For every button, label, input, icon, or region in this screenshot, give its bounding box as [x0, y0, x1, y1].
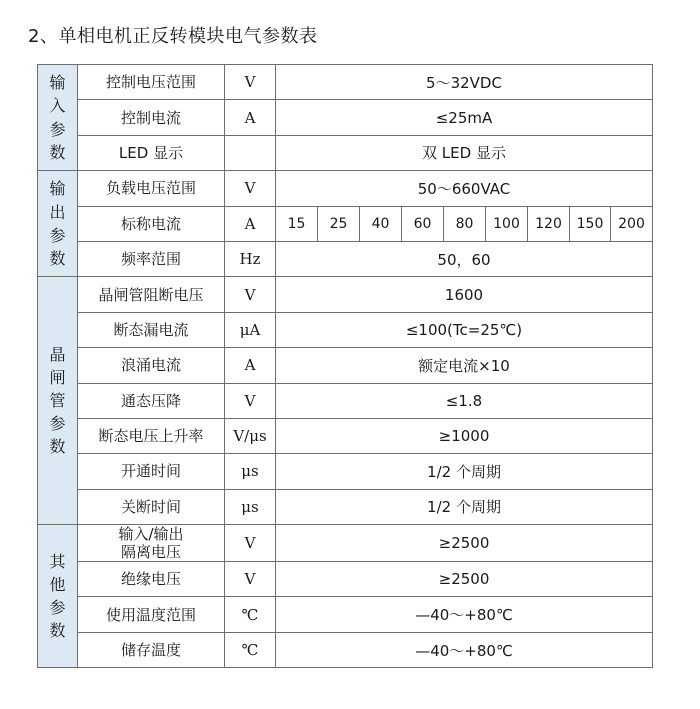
- table-row: [38, 454, 653, 489]
- param-name: 控制电流: [78, 100, 225, 135]
- param-value: 50，60: [276, 241, 653, 276]
- param-name: 使用温度范围: [78, 597, 225, 632]
- current-rating-cell: 150: [570, 206, 611, 241]
- param-name: 浪涌电流: [78, 348, 225, 383]
- current-rating-cell: 120: [528, 206, 570, 241]
- param-value: 1/2 个周期: [276, 489, 653, 524]
- table-row: [38, 348, 653, 383]
- current-rating-cell: 60: [402, 206, 444, 241]
- param-value: —40～+80℃: [276, 632, 653, 667]
- table-row: [38, 65, 653, 100]
- table-row: [38, 383, 653, 418]
- param-name: 储存温度: [78, 632, 225, 667]
- param-unit: A: [225, 100, 276, 135]
- param-name: 频率范围: [78, 241, 225, 276]
- table-row: [38, 562, 653, 597]
- param-value: 5～32VDC: [276, 65, 653, 100]
- param-unit: ℃: [225, 632, 276, 667]
- current-rating-cell: 15: [276, 206, 318, 241]
- param-name: 断态漏电流: [78, 312, 225, 347]
- current-rating-cell: 25: [318, 206, 360, 241]
- param-unit: μA: [225, 312, 276, 347]
- current-rating-cell: 100: [486, 206, 528, 241]
- param-unit: V: [225, 562, 276, 597]
- param-value: ≥1000: [276, 418, 653, 453]
- group-input: 输入参数: [38, 65, 78, 171]
- param-unit: V: [225, 277, 276, 312]
- table-row: [38, 418, 653, 453]
- table-row: [38, 597, 653, 632]
- group-other: 其他参数: [38, 525, 78, 668]
- group-output: 输出参数: [38, 171, 78, 277]
- current-rating-cell: 200: [611, 206, 653, 241]
- param-name: [78, 525, 225, 562]
- table-row: [38, 241, 653, 276]
- table-row: [38, 135, 653, 170]
- param-value: —40～+80℃: [276, 597, 653, 632]
- parameter-table: [37, 64, 653, 668]
- param-value: ≤25mA: [276, 100, 653, 135]
- param-unit: ℃: [225, 597, 276, 632]
- table-row: [38, 632, 653, 667]
- table-row: [38, 525, 653, 562]
- group-thyristor: 晶闸管参数: [38, 277, 78, 525]
- page-title: 2、单相电机正反转模块电气参数表: [28, 26, 318, 47]
- param-unit: Hz: [225, 241, 276, 276]
- table-row: [38, 206, 653, 241]
- param-name: 标称电流: [78, 206, 225, 241]
- param-name: 绝缘电压: [78, 562, 225, 597]
- param-unit: μs: [225, 454, 276, 489]
- param-unit: A: [225, 348, 276, 383]
- param-value: ≤1.8: [276, 383, 653, 418]
- param-value: ≤100(Tc=25℃): [276, 312, 653, 347]
- table-row: [38, 171, 653, 206]
- param-value: 额定电流×10: [276, 348, 653, 383]
- param-unit: V: [225, 65, 276, 100]
- param-value: ≥2500: [276, 562, 653, 597]
- param-name-line1: 输入/输出: [118, 525, 184, 544]
- table-row: [38, 489, 653, 524]
- param-unit: V: [225, 171, 276, 206]
- param-name-line2: 隔离电压: [120, 543, 181, 562]
- param-unit: A: [225, 206, 276, 241]
- param-value: ≥2500: [276, 525, 653, 562]
- current-rating-cell: 80: [444, 206, 486, 241]
- table-row: [38, 312, 653, 347]
- param-name: 开通时间: [78, 454, 225, 489]
- param-name: 负载电压范围: [78, 171, 225, 206]
- param-name: 关断时间: [78, 489, 225, 524]
- param-unit: V/μs: [225, 418, 276, 453]
- param-unit: [225, 135, 276, 170]
- param-name: LED 显示: [78, 135, 225, 170]
- param-unit: V: [225, 383, 276, 418]
- param-unit: V: [225, 525, 276, 562]
- param-name: 晶闸管阻断电压: [78, 277, 225, 312]
- param-name: 控制电压范围: [78, 65, 225, 100]
- param-value: 1600: [276, 277, 653, 312]
- table-row: [38, 100, 653, 135]
- param-name: 通态压降: [78, 383, 225, 418]
- param-value: 1/2 个周期: [276, 454, 653, 489]
- param-unit: μs: [225, 489, 276, 524]
- current-rating-cell: 40: [360, 206, 402, 241]
- param-name: 断态电压上升率: [78, 418, 225, 453]
- param-value: 双 LED 显示: [276, 135, 653, 170]
- param-value: 50～660VAC: [276, 171, 653, 206]
- table-row: [38, 277, 653, 312]
